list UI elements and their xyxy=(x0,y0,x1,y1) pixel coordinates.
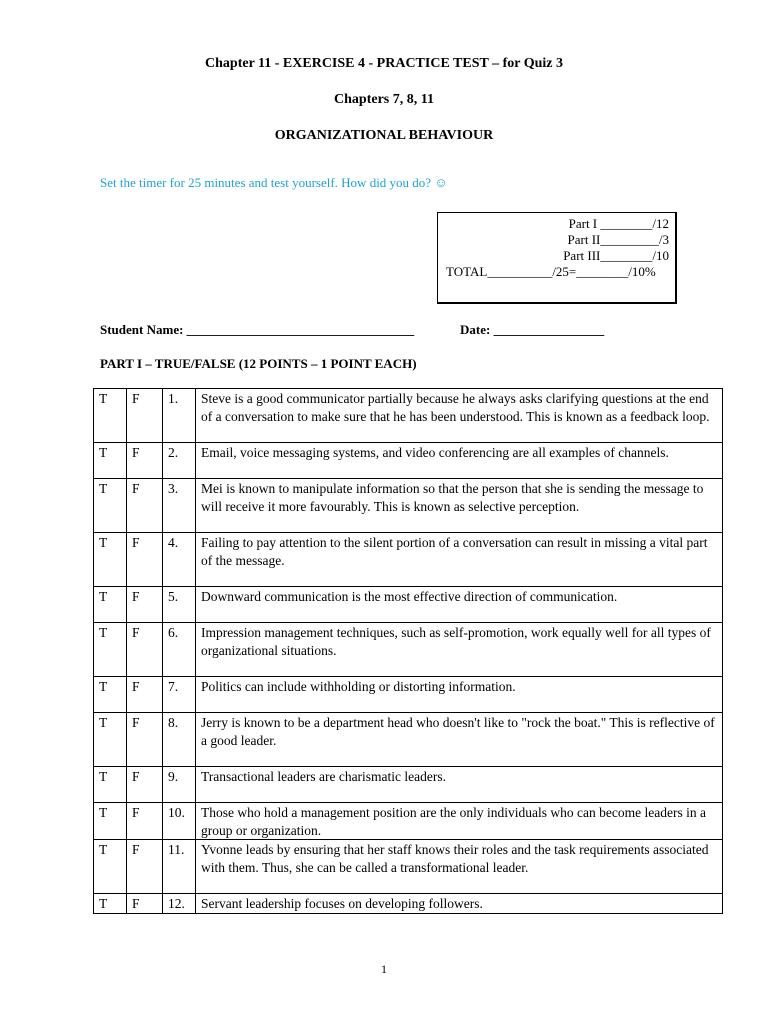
score-total: TOTAL__________/25=________/10% xyxy=(446,264,656,279)
false-option[interactable]: F xyxy=(127,533,163,587)
false-option[interactable]: F xyxy=(127,713,163,767)
document-title: Chapter 11 - EXERCISE 4 - PRACTICE TEST – for Quiz 3 xyxy=(205,56,563,71)
question-row xyxy=(94,677,723,713)
false-option[interactable]: F xyxy=(127,803,163,840)
false-option[interactable]: F xyxy=(127,443,163,479)
question-number: 12. xyxy=(163,894,196,914)
true-option[interactable]: T xyxy=(94,389,127,443)
question-row xyxy=(94,443,723,479)
question-text: Transactional leaders are charismatic leaders. xyxy=(196,767,723,803)
date-field[interactable]: Date: _________________ xyxy=(460,322,605,337)
question-text: Those who hold a management position are the only individuals who can become leaders in a group or organization. xyxy=(196,803,723,840)
true-option[interactable]: T xyxy=(94,623,127,677)
question-text: Impression management techniques, such as self-promotion, work equally well for all types of organizational situations. xyxy=(196,623,723,677)
question-row xyxy=(94,767,723,803)
question-text: Steve is a good communicator partially because he always asks clarifying questions at the end of a conversation to make sure that he has been understood. This is known as a feedback loop. xyxy=(196,389,723,443)
question-row xyxy=(94,894,723,914)
false-option[interactable]: F xyxy=(127,840,163,894)
true-option[interactable]: T xyxy=(94,533,127,587)
question-text: Servant leadership focuses on developing followers. xyxy=(196,894,723,914)
false-option[interactable]: F xyxy=(127,389,163,443)
question-text: Yvonne leads by ensuring that her staff knows their roles and the task requirements associated with them. Thus, she can be called a transformational leader. xyxy=(196,840,723,894)
question-text: Failing to pay attention to the silent portion of a conversation can result in missing a vital part of the message. xyxy=(196,533,723,587)
question-row xyxy=(94,533,723,587)
score-part1: Part I ________/12 xyxy=(568,216,669,231)
question-number: 4. xyxy=(163,533,196,587)
true-option[interactable]: T xyxy=(94,587,127,623)
question-text: Mei is known to manipulate information so that the person that she is sending the message to will receive it more favourably. This is known as selective perception. xyxy=(196,479,723,533)
question-text: Downward communication is the most effective direction of communication. xyxy=(196,587,723,623)
false-option[interactable]: F xyxy=(127,587,163,623)
course-title: ORGANIZATIONAL BEHAVIOUR xyxy=(274,128,494,143)
true-false-table xyxy=(93,388,723,914)
true-option[interactable]: T xyxy=(94,840,127,894)
question-row xyxy=(94,389,723,443)
timer-instructions: Set the timer for 25 minutes and test yourself. How did you do? ☺ xyxy=(100,175,448,190)
false-option[interactable]: F xyxy=(127,767,163,803)
student-name-field[interactable]: Student Name: ___________________________________ xyxy=(100,322,415,337)
false-option[interactable]: F xyxy=(127,677,163,713)
score-part3: Part III________/10 xyxy=(563,248,669,263)
question-row xyxy=(94,623,723,677)
score-box xyxy=(437,212,677,304)
question-number: 3. xyxy=(163,479,196,533)
question-number: 8. xyxy=(163,713,196,767)
true-option[interactable]: T xyxy=(94,894,127,914)
question-number: 10. xyxy=(163,803,196,840)
false-option[interactable]: F xyxy=(127,623,163,677)
question-text: Politics can include withholding or distorting information. xyxy=(196,677,723,713)
false-option[interactable]: F xyxy=(127,894,163,914)
question-text: Email, voice messaging systems, and video conferencing are all examples of channels. xyxy=(196,443,723,479)
question-row xyxy=(94,713,723,767)
page-number: 1 xyxy=(381,962,387,976)
true-option[interactable]: T xyxy=(94,713,127,767)
true-option[interactable]: T xyxy=(94,677,127,713)
question-text: Jerry is known to be a department head who doesn't like to "rock the boat." This is reflective of a good leader. xyxy=(196,713,723,767)
question-number: 11. xyxy=(163,840,196,894)
true-option[interactable]: T xyxy=(94,803,127,840)
question-number: 7. xyxy=(163,677,196,713)
question-number: 5. xyxy=(163,587,196,623)
false-option[interactable]: F xyxy=(127,479,163,533)
part1-heading: PART I – TRUE/FALSE (12 POINTS – 1 POINT EACH) xyxy=(100,356,417,371)
question-number: 1. xyxy=(163,389,196,443)
true-option[interactable]: T xyxy=(94,443,127,479)
question-row xyxy=(94,587,723,623)
score-part2: Part II_________/3 xyxy=(567,232,669,247)
question-number: 9. xyxy=(163,767,196,803)
chapters-subtitle: Chapters 7, 8, 11 xyxy=(334,92,434,107)
question-row xyxy=(94,479,723,533)
question-number: 2. xyxy=(163,443,196,479)
true-option[interactable]: T xyxy=(94,767,127,803)
question-row xyxy=(94,840,723,894)
question-number: 6. xyxy=(163,623,196,677)
question-row xyxy=(94,803,723,840)
true-option[interactable]: T xyxy=(94,479,127,533)
